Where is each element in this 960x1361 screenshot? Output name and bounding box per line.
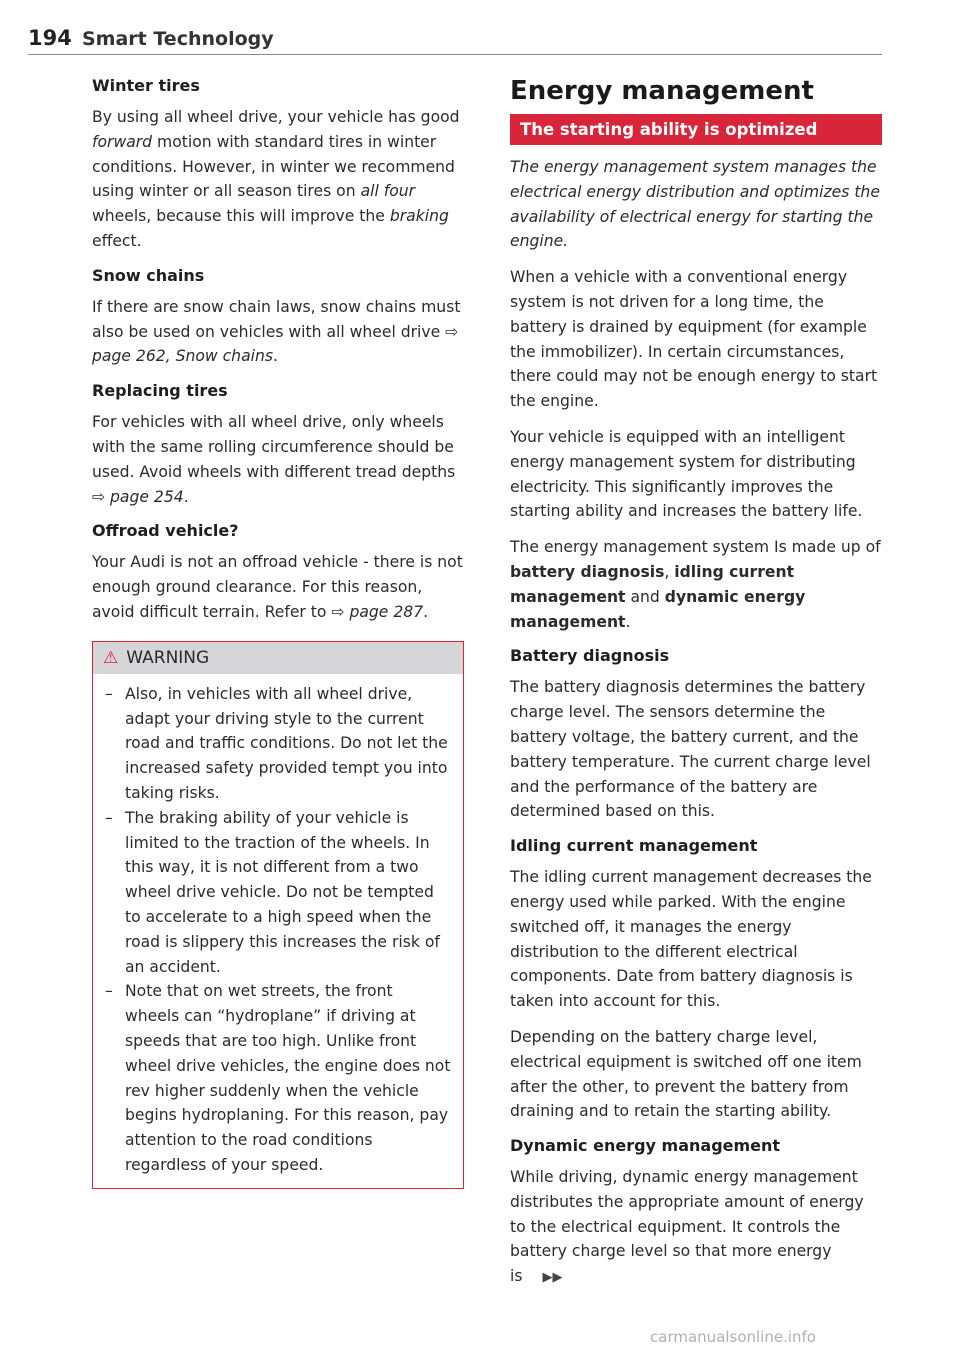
idling-current-text-2: Depending on the battery charge level, electrical equipment is switched off one item after the other, to prevent the battery from draining and to retain the starting ability. — [510, 1027, 862, 1121]
warning-header — [93, 642, 463, 674]
page-reference-link[interactable]: ⇨ page 254 — [92, 487, 184, 506]
replacing-tires-heading: Replacing tires — [92, 381, 228, 401]
offroad-text: Your Audi is not an offroad vehicle - there is not enough ground clearance. For this reason, avoid difficult terrain. Refer to ⇨ page 287. — [92, 553, 463, 621]
page-reference-link[interactable]: ⇨ page 262, Snow chains — [92, 322, 459, 366]
battery-diagnosis-text: The battery diagnosis determines the battery charge level. The sensors determine the battery voltage, the battery current, and the battery temperature. The current charge level and the performance of the battery are determined based on this. — [510, 678, 871, 821]
battery-diagnosis-heading: Battery diagnosis — [510, 646, 670, 666]
energy-management-title: Energy management — [510, 76, 814, 106]
winter-tires-text: By using all wheel drive, your vehicle has good forward motion with standard tires in winter conditions. However, in winter we recommend using winter or all season tires on all four wheels, because this will improve the braking effect. — [92, 108, 460, 250]
intro-text: The energy management system manages the electrical energy distribution and optimizes the availability of electrical energy for starting the engine. — [510, 158, 880, 251]
warning-item: – The braking ability of your vehicle is limited to the traction of the wheels. In this way, it is not different from a two wheel drive vehicle. Do not be tempted to accelerate to a high speed when the road is slippery this increases the risk of an accident. — [103, 806, 451, 980]
section-title: Smart Technology — [82, 28, 274, 50]
snow-chains-text: If there are snow chain laws, snow chains must also be used on vehicles with all wheel drive ⇨ page 262, Snow chains. — [92, 297, 461, 366]
idling-current-heading: Idling current management — [510, 836, 758, 856]
idling-current-text: The idling current management decreases the energy used while parked. With the engine switched off, it manages the energy distribution to the different electrical components. Date from battery diagnosis is taken into account for this. — [510, 868, 872, 1011]
warning-triangle-icon: ⚠ — [103, 647, 119, 668]
dynamic-energy-text: While driving, dynamic energy management distributes the appropriate amount of energy to the electrical equipment. It controls the battery charge level so that more energy is ▶▶ — [510, 1168, 864, 1286]
dynamic-energy-heading: Dynamic energy management — [510, 1136, 781, 1156]
warning-item: – Note that on wet streets, the front wheels can “hydroplane” if driving at speeds that are too high. Unlike front wheel drive vehicles, the engine does not rev higher suddenly when the vehicle begins hydroplaning. For this reason, pay attention to the road conditions regardless of your speed. — [103, 979, 451, 1177]
warning-title: WARNING — [126, 647, 210, 668]
snow-chains-heading: Snow chains — [92, 265, 205, 285]
offroad-heading: Offroad vehicle? — [92, 521, 239, 541]
paragraph: When a vehicle with a conventional energy system is not driven for a long time, the battery is drained by equipment (for example the immobilizer). In certain circumstances, there could may not be enough energy to start the engine. — [510, 268, 878, 411]
winter-tires-heading: Winter tires — [92, 76, 200, 95]
warning-list — [93, 674, 463, 1188]
warning-item: – Also, in vehicles with all wheel drive, adapt your driving style to the current road and traffic conditions. Do not let the increased safety provided tempt you into taking risks. — [103, 682, 451, 806]
page-reference-link[interactable]: ⇨ page 287 — [331, 602, 424, 621]
components-paragraph: The energy management system Is made up of battery diagnosis, idling current management and dynamic energy management. — [510, 538, 881, 631]
continue-arrow-icon: ▶▶ — [542, 1270, 563, 1286]
right-column — [510, 76, 882, 1302]
left-column — [92, 76, 464, 1189]
section-banner: The starting ability is optimized — [510, 114, 882, 145]
warning-box — [92, 641, 464, 1189]
watermark: carmanualsonline.info — [650, 1328, 816, 1346]
paragraph: Your vehicle is equipped with an intelligent energy management system for distributing electricity. This significantly improves the starting ability and increases the battery life. — [510, 427, 863, 521]
replacing-tires-text: For vehicles with all wheel drive, only wheels with the same rolling circumference should be used. Avoid wheels with different tread depths ⇨ page 254. — [92, 413, 456, 506]
page-number: 194 — [28, 26, 72, 50]
page-header — [28, 20, 882, 55]
